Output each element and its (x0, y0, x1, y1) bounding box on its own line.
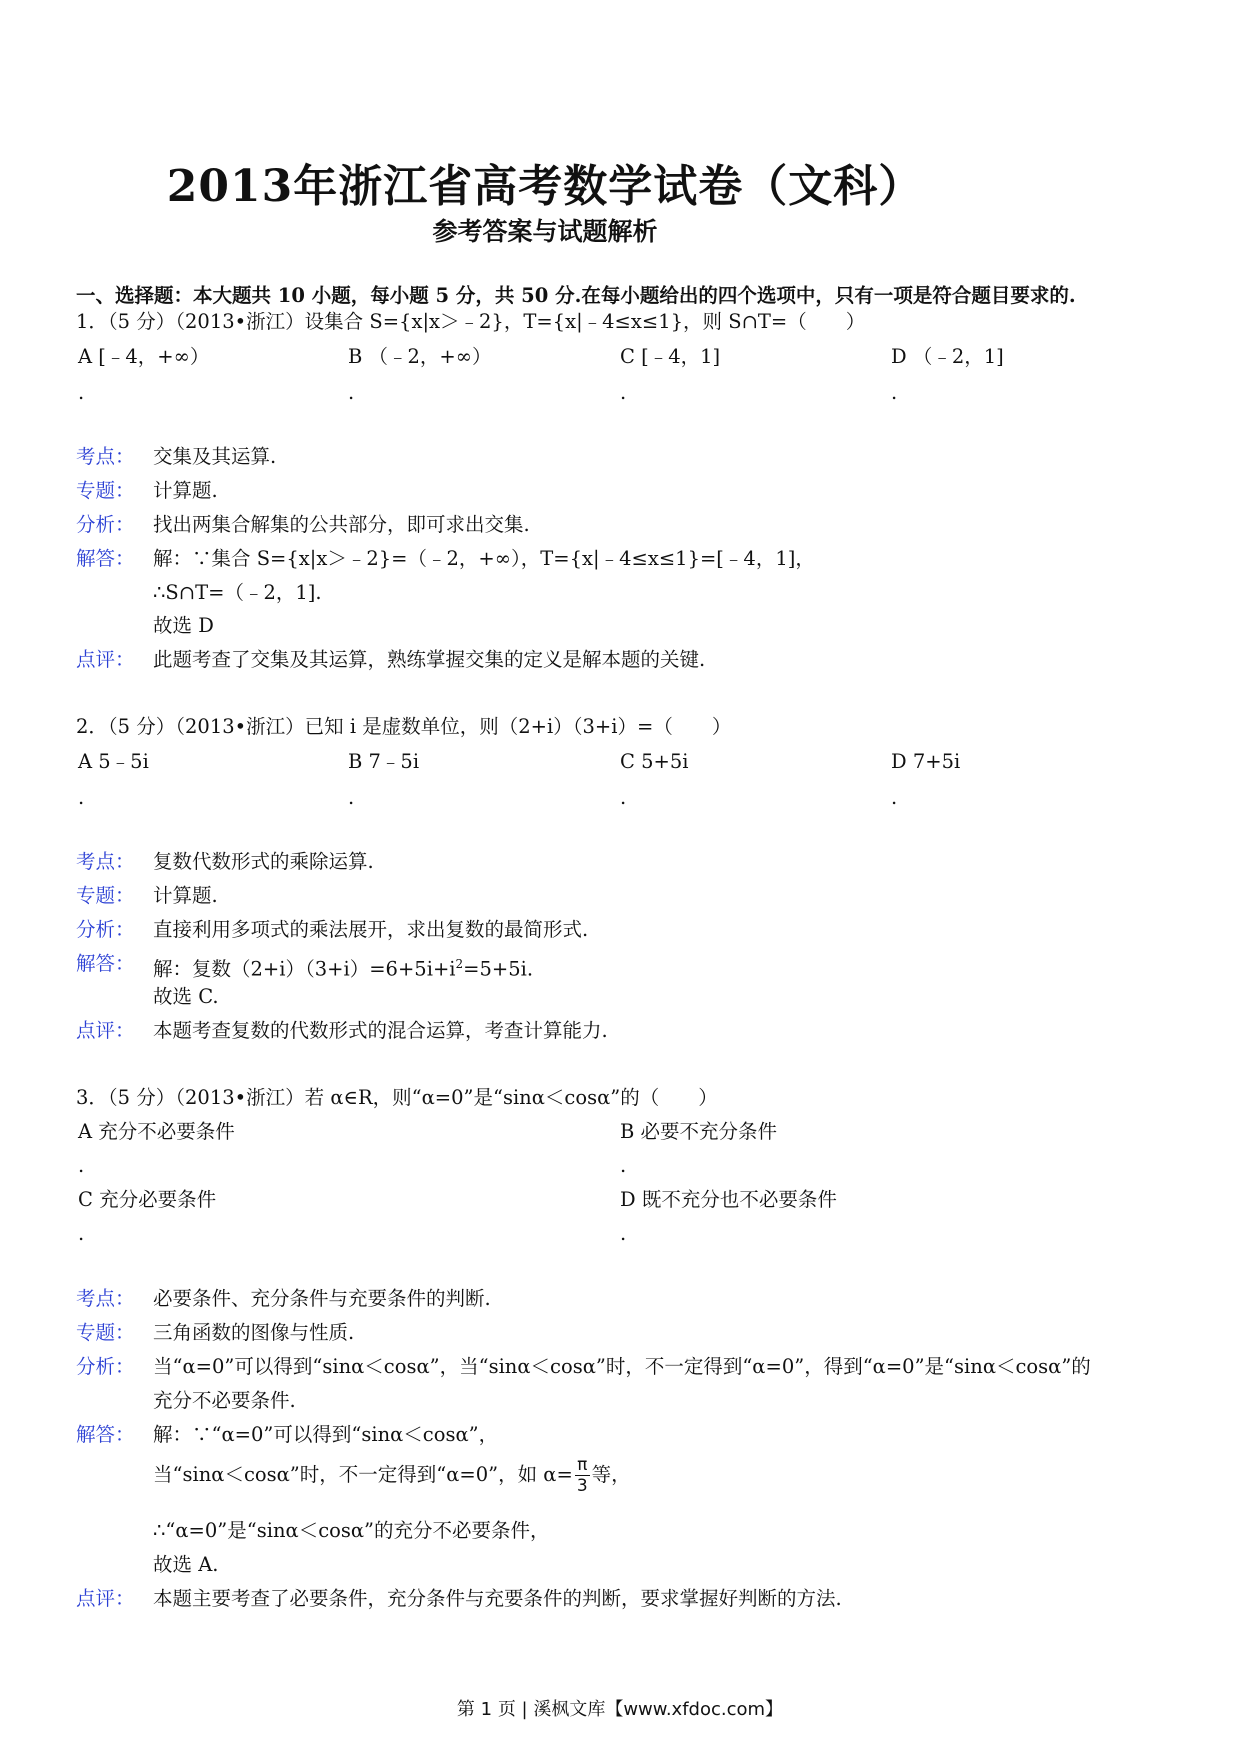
q3-jieda-line: ∴“α=0”是“sinα＜cosα”的充分不必要条件， (153, 1519, 550, 1542)
q1-option-dot: . (891, 381, 898, 404)
q1-option-a: A [﹣4，+∞） (78, 345, 210, 368)
q1-option-b: B （﹣2，+∞） (348, 345, 492, 368)
q2-stem: 2．（5 分）（2013•浙江）已知 i 是虚数单位，则（2+i）（3+i）=（ ） (76, 715, 732, 738)
q2-option-d: D 7+5i (891, 750, 961, 773)
q3-zhuanti: 三角函数的图像与性质. (153, 1321, 355, 1344)
q1-option-dot: . (620, 381, 627, 404)
label-zhuanti: 专题： (76, 884, 135, 907)
q3-option-dot: . (620, 1154, 627, 1177)
q1-dianping: 此题考查了交集及其运算，熟练掌握交集的定义是解本题的关键. (153, 648, 706, 671)
q2-fenxi: 直接利用多项式的乘法展开，求出复数的最简形式. (153, 918, 589, 941)
label-zhuanti: 专题： (76, 479, 135, 502)
label-kaodian: 考点： (76, 850, 135, 873)
q3-fenxi-line: 当“α=0”可以得到“sinα＜cosα”，当“sinα＜cosα”时，不一定得到“α=0”，得到“α=0”是“sinα＜cosα”的 (153, 1355, 1091, 1378)
q1-jieda-line: 故选 D (153, 614, 214, 637)
q2-option-c: C 5+5i (620, 750, 689, 773)
q3-jieda-line: 解：∵“α=0”可以得到“sinα＜cosα”， (153, 1423, 499, 1446)
q3-option-dot: . (78, 1154, 85, 1177)
q1-option-dot: . (348, 381, 355, 404)
q2-option-dot: . (78, 786, 85, 809)
fraction-numerator: π (575, 1455, 590, 1476)
q1-zhuanti: 计算题. (153, 479, 218, 502)
q3-option-b: B 必要不充分条件 (620, 1120, 778, 1143)
section-heading: 一、选择题：本大题共 10 小题，每小题 5 分，共 50 分.在每小题给出的四个选项中，只有一项是符合题目要求的. (76, 284, 1076, 307)
q2-jieda-line: 故选 C. (153, 985, 219, 1008)
q3-jieda-text-end: 等， (591, 1463, 631, 1486)
fraction-denominator: 3 (576, 1476, 588, 1496)
q3-option-dot: . (620, 1222, 627, 1245)
q1-fenxi: 找出两集合解集的公共部分，即可求出交集. (153, 513, 530, 536)
q3-jieda-line (153, 1455, 631, 1496)
q1-kaodian: 交集及其运算. (153, 445, 277, 468)
q3-option-a: A 充分不必要条件 (78, 1120, 235, 1143)
q2-kaodian: 复数代数形式的乘除运算. (153, 850, 374, 873)
q1-jieda-line: 解：∵集合 S={x|x＞﹣2}=（﹣2，+∞），T={x|﹣4≤x≤1}=[﹣4，1]， (153, 547, 815, 570)
q1-option-d: D （﹣2，1] (891, 345, 1004, 368)
q2-jieda-exponent: 2 (455, 957, 464, 971)
q1-stem: 1．（5 分）（2013•浙江）设集合 S={x|x＞﹣2}，T={x|﹣4≤x≤1}，则 S∩T=（ ） (76, 310, 866, 333)
q1-option-dot: . (78, 381, 85, 404)
q2-option-b: B 7﹣5i (348, 750, 420, 773)
page-footer: 第 1 页 | 溪枫文库【www.xfdoc.com】 (456, 1699, 784, 1720)
q2-option-a: A 5﹣5i (78, 750, 149, 773)
q3-fenxi-line: 充分不必要条件. (153, 1389, 296, 1412)
label-kaodian: 考点： (76, 445, 135, 468)
q3-option-d: D 既不充分也不必要条件 (620, 1188, 837, 1211)
q3-option-dot: . (78, 1222, 85, 1245)
q1-jieda-line: ∴S∩T=（﹣2，1]. (153, 581, 322, 604)
q3-kaodian: 必要条件、充分条件与充要条件的判断. (153, 1287, 491, 1310)
label-zhuanti: 专题： (76, 1321, 135, 1344)
q2-jieda-line (153, 951, 533, 983)
label-jieda: 解答： (76, 547, 135, 570)
q2-option-dot: . (891, 786, 898, 809)
label-kaodian: 考点： (76, 1287, 135, 1310)
label-fenxi: 分析： (76, 513, 135, 536)
label-jieda: 解答： (76, 952, 135, 975)
label-fenxi: 分析： (76, 1355, 135, 1378)
q3-stem: 3．（5 分）（2013•浙江）若 α∈R，则“α=0”是“sinα＜cosα”的（ ） (76, 1086, 718, 1109)
label-dianping: 点评： (76, 1019, 135, 1042)
q3-dianping: 本题主要考查了必要条件，充分条件与充要条件的判断，要求掌握好判断的方法. (153, 1587, 842, 1610)
q2-jieda-text-end: =5+5i. (463, 957, 534, 981)
page-title: 2013年浙江省高考数学试卷（文科） (166, 161, 924, 212)
label-dianping: 点评： (76, 1587, 135, 1610)
label-dianping: 点评： (76, 648, 135, 671)
q2-option-dot: . (348, 786, 355, 809)
page-subtitle: 参考答案与试题解析 (432, 217, 658, 246)
q2-zhuanti: 计算题. (153, 884, 218, 907)
q3-option-c: C 充分必要条件 (78, 1188, 217, 1211)
q2-option-dot: . (620, 786, 627, 809)
q2-jieda-text: 解：复数（2+i）（3+i）=6+5i+i (153, 957, 456, 981)
q3-jieda-line: 故选 A. (153, 1553, 219, 1576)
q1-option-c: C [﹣4，1] (620, 345, 721, 368)
q2-dianping: 本题考查复数的代数形式的混合运算，考查计算能力. (153, 1019, 608, 1042)
label-fenxi: 分析： (76, 918, 135, 941)
label-jieda: 解答： (76, 1423, 135, 1446)
pi-over-three-fraction (575, 1455, 590, 1496)
q3-jieda-text: 当“sinα＜cosα”时，不一定得到“α=0”，如 α= (153, 1463, 573, 1486)
